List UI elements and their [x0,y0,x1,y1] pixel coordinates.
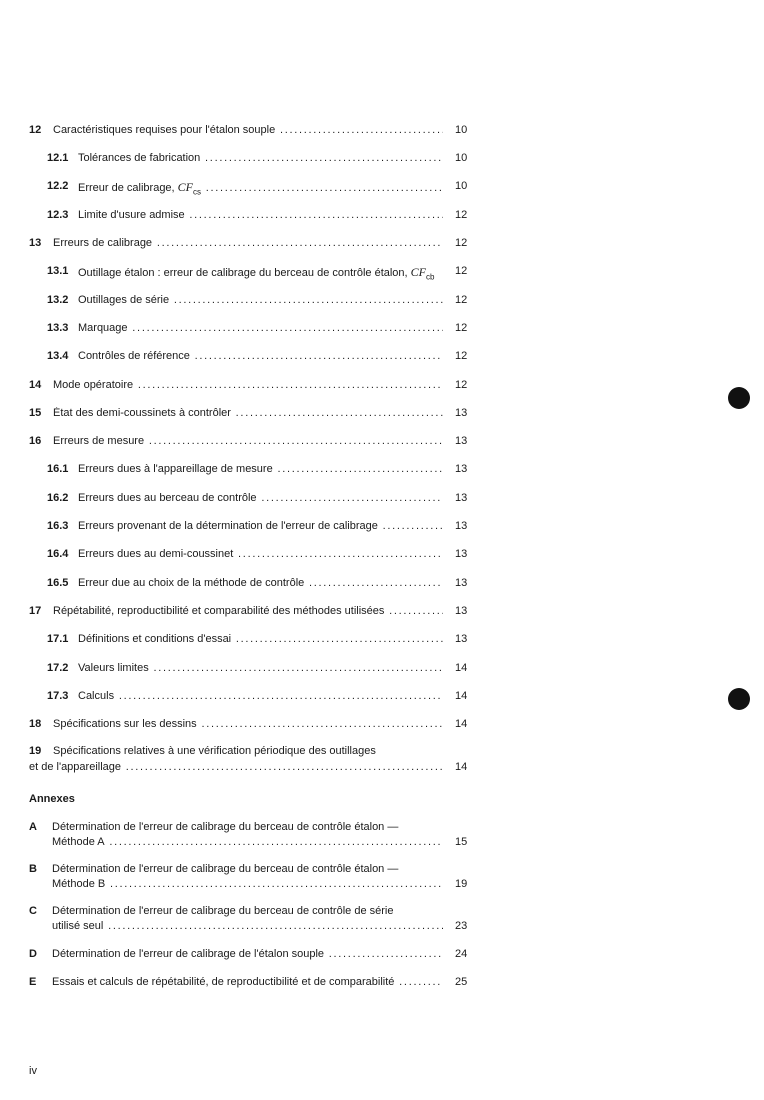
calibration-error-symbol [177,180,202,197]
toc-entry-13-2 [0,294,764,310]
toc-page: 13 [455,605,468,617]
annex-letter: C [29,905,37,917]
toc-entry-13-1 [0,265,764,281]
toc-entry-17-3 [0,690,764,706]
toc-entry-12-1 [0,152,764,168]
toc-number: 12.3 [47,209,69,221]
toc-number: 17.2 [47,662,69,674]
toc-page: 12 [455,294,468,306]
annex-page: 25 [455,976,468,988]
toc-title [78,265,434,281]
toc-number: 13.1 [47,265,69,277]
punch-hole-bottom [728,688,750,710]
annex-page: 23 [455,920,468,932]
annex-letter: A [29,821,37,833]
toc-page: 13 [455,520,468,532]
annex-title: Essais et calculs de répétabilité, de reproductibilité et de comparabilité ..... [52,976,443,988]
toc-title: Erreurs de calibrage ..... [53,237,443,249]
toc-title-line2: et de l'appareillage ..... [29,761,443,773]
toc-title: Erreurs dues au demi-coussinet ..... [78,548,443,560]
toc-page: 10 [455,124,468,136]
toc-page: 14 [455,761,468,773]
toc-page: 13 [455,492,468,504]
toc-title: Erreurs de mesure ..... [53,435,443,447]
annex-entry-d [0,948,764,964]
toc-entry-13 [0,237,764,253]
toc-page: 14 [455,718,468,730]
toc-number: 12.1 [47,152,69,164]
toc-number: 12 [29,124,42,136]
annex-page: 15 [455,836,468,848]
annex-title-line2: utilisé seul ..... [52,920,443,932]
toc-number: 15 [29,407,42,419]
toc-number: 16.3 [47,520,69,532]
toc-number: 13 [29,237,42,249]
symbol-subscript: cs [193,187,202,197]
toc-title [78,180,443,196]
toc-number: 16 [29,435,42,447]
toc-entry-13-3 [0,322,764,338]
toc-title: Outillages de série ..... [78,294,443,306]
toc-title: Caractéristiques requises pour l'étalon souple ..... [53,124,443,136]
toc-number: 14 [29,379,42,391]
toc-entry-17 [0,605,764,621]
annex-entry-a [0,821,764,853]
toc-title: Répétabilité, reproductibilité et comparabilité des méthodes utilisées ..... [53,605,443,617]
annex-title-line1: Détermination de l'erreur de calibrage du berceau de contrôle étalon — [52,863,399,875]
toc-page: 14 [455,690,468,702]
toc-title: Contrôles de référence ..... [78,350,443,362]
toc-title: Définitions et conditions d'essai ..... [78,633,443,645]
page-folio: iv [29,1065,37,1077]
toc-entry-12-2 [0,180,764,196]
toc-page: 12 [455,379,468,391]
toc-entry-16-4 [0,548,764,564]
toc-page: 14 [455,662,468,674]
toc-number: 16.5 [47,577,69,589]
toc-entry-16-5 [0,577,764,593]
toc-page: 10 [455,180,468,192]
toc-entry-12-3 [0,209,764,225]
toc-page: 12 [455,237,468,249]
toc-page: 13 [455,435,468,447]
toc-title: Erreurs dues à l'appareillage de mesure ..... [78,463,443,475]
toc-page: 12 [455,209,468,221]
toc-page: 10 [455,152,468,164]
toc-entry-17-1 [0,633,764,649]
toc-number: 13.3 [47,322,69,334]
annex-letter: D [29,948,37,960]
toc-page: 13 [455,548,468,560]
toc-page: 13 [455,463,468,475]
toc-title: Marquage ..... [78,322,443,334]
toc-entry-14 [0,379,764,395]
toc-number: 12.2 [47,180,69,192]
toc-page: 13 [455,577,468,589]
annex-page: 24 [455,948,468,960]
toc-title: Tolérances de fabrication ..... [78,152,443,164]
toc-title: Mode opératoire ..... [53,379,443,391]
toc-entry-16-2 [0,492,764,508]
annexes-heading: Annexes [29,793,75,805]
annex-letter: E [29,976,37,988]
toc-title: Erreur due au choix de la méthode de contrôle ..... [78,577,443,589]
toc-number: 13.2 [47,294,69,306]
annex-letter: B [29,863,37,875]
annex-page: 19 [455,878,468,890]
toc-title-text: Erreur de calibrage, [78,182,175,194]
toc-title: Erreurs provenant de la détermination de l'erreur de calibrage ..... [78,520,443,532]
annex-entry-c [0,905,764,937]
toc-title-text: Outillage étalon : erreur de calibrage du berceau de contrôle étalon, [78,267,408,279]
toc-entry-12 [0,124,764,140]
toc-page: 13 [455,633,468,645]
toc-title: Limite d'usure admise ..... [78,209,443,221]
toc-title: Valeurs limites ..... [78,662,443,674]
annex-entry-e [0,976,764,992]
toc-number: 16.1 [47,463,69,475]
annex-entry-b [0,863,764,895]
symbol-text: CF [410,265,427,279]
toc-title-line1: Spécifications relatives à une vérification périodique des outillages [53,745,376,757]
toc-entry-13-4 [0,350,764,366]
toc-entry-16-1 [0,463,764,479]
toc-entry-16 [0,435,764,451]
toc-page: 12 [455,322,468,334]
toc-title: État des demi-coussinets à contrôler ..... [53,407,443,419]
toc-entry-16-3 [0,520,764,536]
toc-number: 16.4 [47,548,69,560]
toc-page: 13 [455,407,468,419]
toc-number: 18 [29,718,42,730]
symbol-text: CF [177,180,194,194]
toc-title: Calculs ..... [78,690,443,702]
calibration-error-symbol [410,265,435,282]
annex-title-line2: Méthode A ..... [52,836,443,848]
toc-entry-15 [0,407,764,423]
toc-number: 17.1 [47,633,69,645]
symbol-subscript: cb [426,272,435,282]
toc-title: Erreurs dues au berceau de contrôle ..... [78,492,443,504]
annex-title: Détermination de l'erreur de calibrage de l'étalon souple ..... [52,948,443,960]
toc-page: 12 [455,265,468,277]
toc-number: 17.3 [47,690,69,702]
annex-title-line1: Détermination de l'erreur de calibrage du berceau de contrôle étalon — [52,821,399,833]
punch-hole-top [728,387,750,409]
toc-number: 19 [29,745,42,757]
toc-number: 13.4 [47,350,69,362]
annex-title-line2: Méthode B ..... [52,878,443,890]
toc-title: Spécifications sur les dessins ..... [53,718,443,730]
toc-entry-18 [0,718,764,734]
toc-entry-17-2 [0,662,764,678]
toc-page: 12 [455,350,468,362]
toc-entry-19 [0,745,764,777]
annex-title-line1: Détermination de l'erreur de calibrage du berceau de contrôle de série [52,905,394,917]
toc-number: 17 [29,605,42,617]
toc-number: 16.2 [47,492,69,504]
